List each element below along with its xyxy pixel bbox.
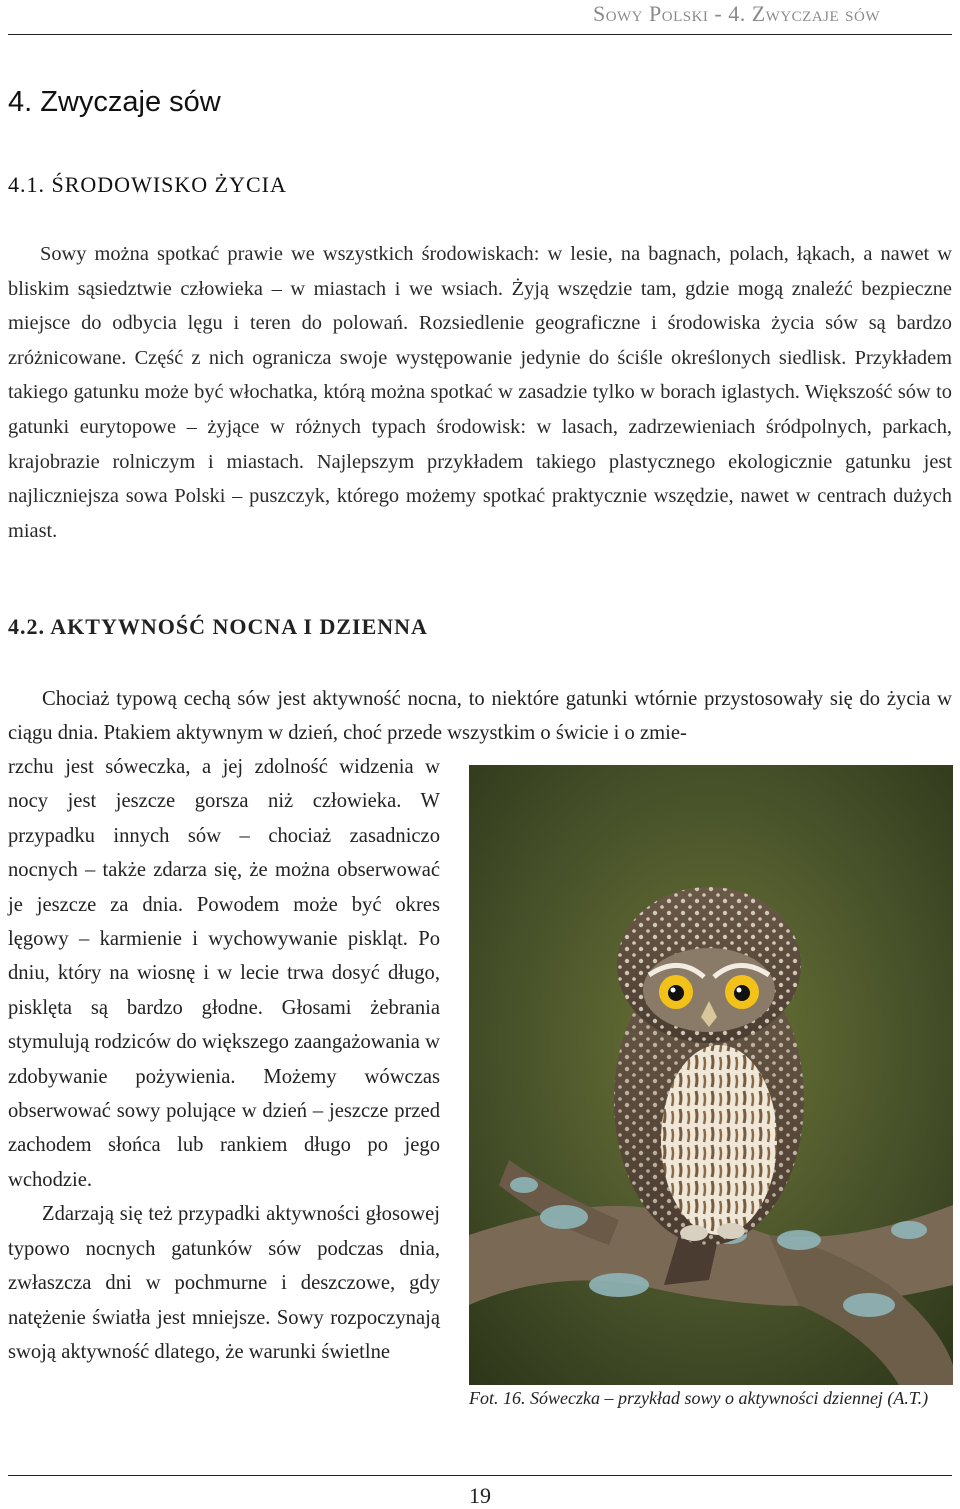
figure-caption: Fot. 16. Sóweczka – przykład sowy o aktywności dziennej (A.T.): [469, 1388, 929, 1408]
eurasian-pygmy-owl-illustration: [469, 765, 953, 1385]
text-column: [8, 750, 440, 1369]
paragraph-environment: [8, 237, 952, 548]
running-header: Sowy Polski - 4. Zwyczaje sów: [592, 1, 880, 26]
owl-photo: [469, 765, 953, 1385]
page-number: 19: [469, 1483, 491, 1508]
header-rule: [8, 34, 952, 35]
paragraph-daytime-calls-text: Zdarzają się też przypadki aktywności głosowej typowo nocnych gatunków sów podczas dnia, zwłaszcza dni w pochmurne i deszczowe, gdy natężenie światła jest mniejsze. Sowy rozpoczynają swoją aktywność dlatego, że warunki świetlne: [8, 1203, 440, 1363]
paragraph-activity-continued: rzchu jest sóweczka, a jej zdolność widzenia w nocy jest jeszcze gorsza niż człowieka. W przypadku innych sów – chociaż zasadniczo nocnych – także zdarza się, że można obserwować je jeszcze za dnia. Powodem może być okres lęgowy – karmienie i wychowywanie piskląt. Po dniu, który na wiosnę i w lecie trwa dosyć długo, pisklęta są bardzo głodne. Głosami żebrania stymulują rodziców do większego zaangażowania w zdobywanie pożywienia. Możemy wówczas obserwować sowy polujące w dzień – jeszcze przed zachodem słońca lub rankiem długo po jego wchodzie.: [8, 756, 440, 1191]
paragraph-activity-lead: [8, 682, 952, 751]
chapter-title: 4. Zwyczaje sów: [8, 86, 221, 118]
section-heading-activity: 4.2. AKTYWNOŚĆ NOCNA I DZIENNA: [8, 614, 428, 639]
footer-rule: [8, 1475, 952, 1476]
paragraph-activity-lead-text: Chociaż typową cechą sów jest aktywność nocna, to niektóre gatunki wtórnie przystosowały się do życia w ciągu dnia. Ptakiem aktywnym w dzień, choć przede wszystkim o świcie i o zmie-: [8, 688, 952, 745]
paragraph-environment-text: Sowy można spotkać prawie we wszystkich środowiskach: w lesie, na bagnach, polach, łąkach, a nawet w bliskim sąsiedztwie człowieka – w miastach i we wsiach. Żyją wszędzie tam, gdzie mogą znaleźć bezpieczne miejsce do odbycia lęgu i teren do polowań. Rozsiedlenie geograficzne i środowiska życia sów są bardzo zróżnicowane. Część z nich ogranicza swoje występowanie jedynie do ściśle określonych siedlisk. Przykładem takiego gatunku może być włochatka, którą można spotkać w zasadzie tylko w borach iglastych. Większość sów to gatunki eurytopowe – żyjące w różnych typach środowisk: w lasach, zadrzewieniach śródpolnych, parkach, krajobrazie rolniczym i miastach. Najlepszym przykładem takiego plastycznego ekologicznie gatunku jest najliczniejsza sowa Polski – puszczyk, którego możemy spotkać praktycznie wszędzie, nawet w centrach dużych miast.: [8, 243, 952, 542]
paragraph-daytime-calls: [8, 1197, 440, 1369]
section-heading-environment: 4.1. ŚRODOWISKO ŻYCIA: [8, 172, 287, 197]
